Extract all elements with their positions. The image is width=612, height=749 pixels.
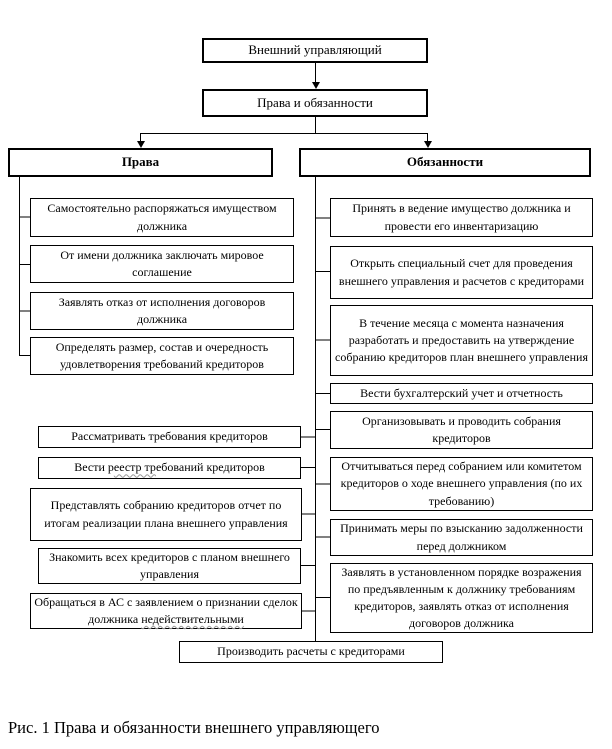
node-label: Заявлять в установленном порядке возражения по предъявленным к должнику требованиям кредиторов, заявлять отказ от исполнения договоров должника — [341, 564, 582, 631]
connector-stub — [20, 355, 30, 356]
node-label: Рассматривать требования кредиторов — [71, 429, 268, 444]
node-right-item — [38, 457, 301, 479]
node-right-item — [30, 593, 302, 629]
text-segment: Обращаться в АС с заявлением о признании сделок должника — [34, 594, 298, 626]
node-right-item — [30, 488, 302, 541]
node-label: Представлять собранию кредиторов отчет по итогам реализации плана внешнего управления — [44, 498, 288, 530]
text-segment: ебований кредиторов — [155, 460, 265, 475]
arrow-down-icon — [312, 82, 320, 89]
node-duty-item — [330, 563, 593, 633]
node-duty-item — [330, 305, 593, 376]
node-label: Принять в ведение имущество должника и провести его инвентаризацию — [352, 201, 571, 233]
node-settle-with-creditors — [179, 641, 443, 663]
node-label: Организовывать и проводить собрания кредиторов — [362, 413, 561, 445]
node-duty-item — [330, 519, 593, 556]
spellcheck-underline: недействительными — [141, 612, 244, 626]
node-label: От имени должника заключать мировое соглашение — [60, 247, 264, 279]
node-right-item — [30, 198, 294, 237]
node-right-item — [38, 426, 301, 448]
connector-stub — [316, 271, 330, 272]
arrow-down-icon — [424, 141, 432, 148]
text-segment: Вести р — [74, 460, 114, 475]
figure-caption: Рис. 1 Права и обязанности внешнего управляющего — [8, 718, 380, 737]
connector-stub — [316, 597, 330, 598]
node-label — [74, 459, 265, 476]
node-label: Знакомить всех кредиторов с планом внешнего управления — [49, 549, 290, 581]
connector-stub — [302, 610, 315, 612]
connector-root-to-level2 — [315, 63, 316, 83]
node-label: Обязанности — [406, 154, 484, 170]
connector-stub — [302, 513, 315, 515]
connector-stub — [316, 483, 330, 485]
node-label: Вести бухгалтерский учет и отчетность — [360, 385, 563, 400]
node-duty-item — [330, 198, 593, 237]
node-label: Самостоятельно распоряжаться имуществом должника — [47, 201, 277, 233]
node-label: Открыть специальный счет для проведения внешнего управления и расчетов с кредиторами — [338, 256, 585, 288]
connector-stub — [316, 217, 330, 219]
connector-stub — [316, 536, 330, 538]
node-duty-item — [330, 457, 593, 511]
node-right-item — [30, 337, 294, 375]
connector-stub — [301, 436, 315, 438]
connector-stub — [20, 216, 30, 218]
node-label: Принимать меры по взысканию задолженности перед должником — [340, 521, 583, 553]
node-rights-and-duties — [202, 89, 428, 117]
connector-stub — [316, 339, 330, 341]
connector-stub — [316, 429, 330, 430]
node-right-item — [30, 245, 294, 283]
node-external-manager — [202, 38, 428, 63]
node-label: Заявлять отказ от исполнения договоров должника — [58, 294, 266, 326]
node-label: Права и обязанности — [257, 94, 373, 110]
node-rights-header — [8, 148, 273, 177]
connector-stub — [20, 264, 30, 265]
node-label: В течение месяца с момента назначения разработать и предоставить на утверждение собранию кредиторов план внешнего управления — [335, 315, 588, 365]
node-label — [34, 594, 298, 628]
connector-level2-down — [315, 117, 316, 134]
connector-split-horizontal — [140, 133, 428, 134]
node-duty-item — [330, 246, 593, 299]
connector-central-spine — [315, 177, 316, 641]
node-right-item — [38, 548, 301, 584]
connector-stub — [301, 467, 315, 468]
connector-left-spine — [19, 177, 20, 356]
node-duties-header — [299, 148, 591, 177]
node-label: Внешний управляющий — [248, 42, 382, 58]
connector-stub — [20, 310, 30, 312]
node-right-item — [30, 292, 294, 330]
node-label: Производить расчеты с кредиторами — [217, 644, 405, 659]
spellcheck-underline: еестр тр — [113, 460, 156, 475]
node-duty-item — [330, 411, 593, 449]
arrow-down-icon — [137, 141, 145, 148]
node-label: Определять размер, состав и очередность удовлетворения требований кредиторов — [55, 339, 269, 371]
node-duty-item — [330, 383, 593, 404]
connector-stub — [316, 393, 330, 394]
node-label: Права — [121, 154, 160, 170]
node-label: Отчитываться перед собранием или комитетом кредиторов о ходе внешнего управления (по их требованию) — [340, 459, 583, 508]
connector-stub — [301, 565, 315, 566]
